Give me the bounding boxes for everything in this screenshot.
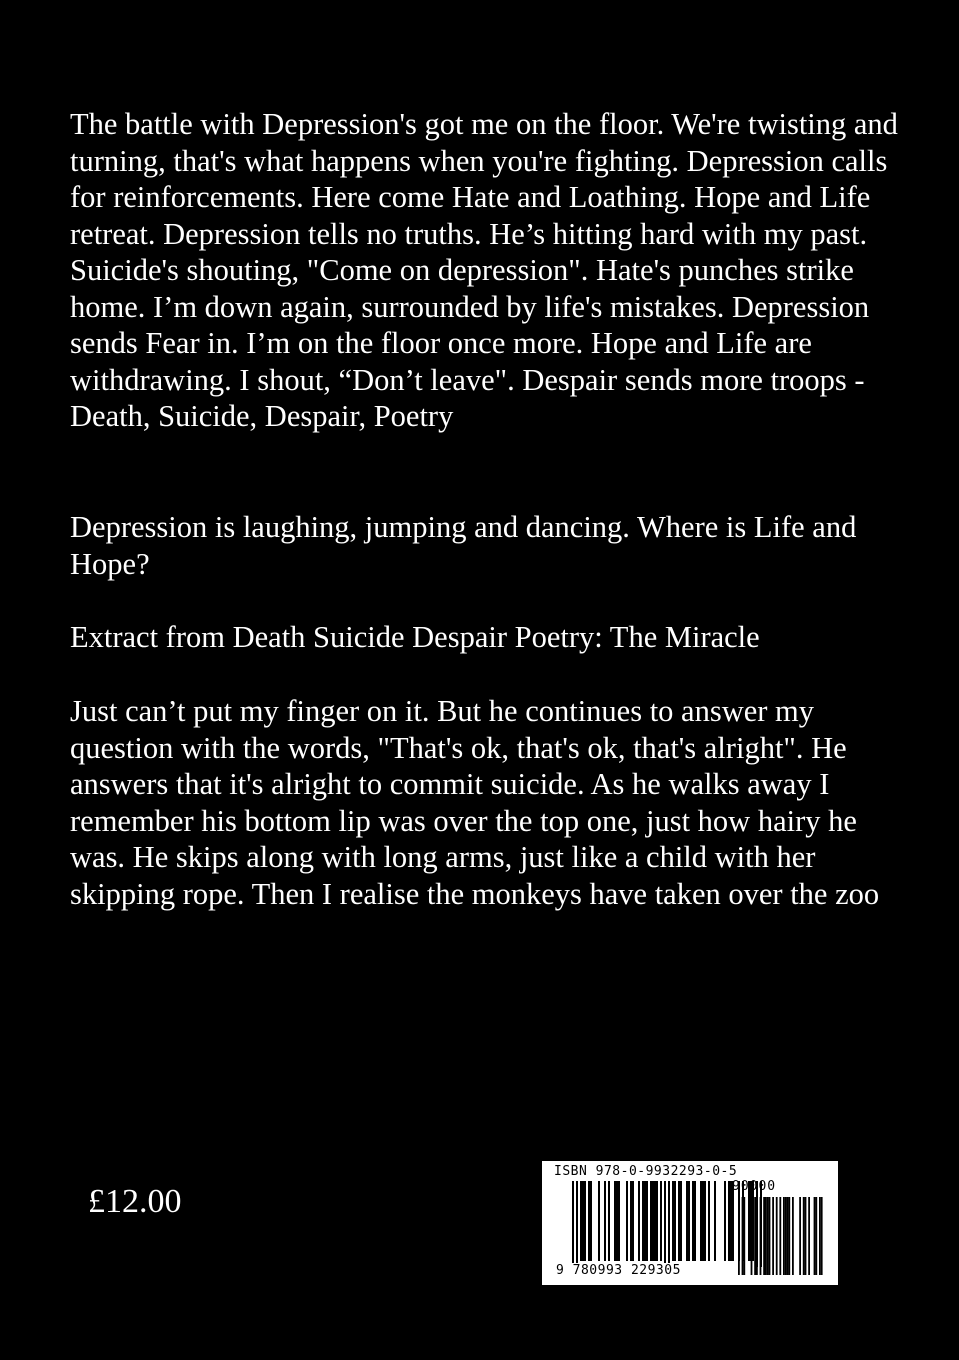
addon-bar — [819, 1197, 821, 1275]
barcode-bar — [724, 1181, 726, 1261]
isbn-barcode — [542, 1161, 838, 1285]
addon-bar — [742, 1197, 744, 1275]
barcode-bar — [664, 1181, 666, 1267]
barcode-bar — [678, 1181, 680, 1261]
barcode-bar — [694, 1181, 696, 1261]
addon-bar — [776, 1197, 778, 1275]
barcode-ean-digits: 9 780993 229305 — [556, 1263, 681, 1278]
barcode-bar — [680, 1181, 682, 1261]
barcode-bar — [604, 1181, 606, 1261]
barcode-bar — [652, 1181, 654, 1261]
barcode-bar — [728, 1181, 730, 1261]
barcode-bar — [584, 1181, 586, 1261]
addon-bar — [763, 1197, 765, 1275]
isbn-label: ISBN 978-0-9932293-0-5 — [554, 1164, 738, 1179]
barcode-bar — [638, 1181, 640, 1261]
extract-caption: Extract from Death Suicide Despair Poetry: The Miracle — [70, 620, 760, 654]
barcode-bar — [614, 1181, 616, 1261]
addon-bar — [815, 1197, 817, 1275]
barcode-bar — [582, 1181, 584, 1261]
addon-bar — [760, 1197, 762, 1275]
barcode-bar — [642, 1181, 644, 1261]
barcode-bar — [700, 1181, 702, 1261]
addon-bar — [814, 1197, 816, 1275]
addon-bar — [772, 1197, 774, 1275]
addon-bar — [756, 1197, 758, 1275]
barcode-bar — [686, 1181, 688, 1261]
barcode-bar — [714, 1181, 716, 1261]
barcode-bar — [590, 1181, 592, 1261]
barcode-bar — [580, 1181, 582, 1261]
barcode-bar — [598, 1181, 600, 1261]
barcode-addon-digits: 90000 — [732, 1179, 777, 1194]
addon-bar — [738, 1197, 740, 1275]
barcode-bar — [644, 1181, 646, 1261]
barcode-bar — [668, 1181, 670, 1267]
barcode-bar — [702, 1181, 704, 1261]
addon-bar — [788, 1197, 790, 1275]
addon-bar — [754, 1197, 756, 1275]
addon-bar — [767, 1197, 769, 1275]
addon-bar — [787, 1197, 789, 1275]
barcode-bar — [626, 1181, 628, 1261]
barcode-bar — [660, 1181, 662, 1261]
barcode-bar — [656, 1181, 658, 1261]
barcode-bar — [674, 1181, 676, 1261]
barcode-bar — [654, 1181, 656, 1261]
addon-bar — [769, 1197, 771, 1275]
price-label: £12.00 — [88, 1183, 182, 1220]
addon-bar — [783, 1197, 785, 1275]
addon-bar — [785, 1197, 787, 1275]
blurb-paragraph-3: Just can’t put my finger on it. But he continues to answer my question with the words, "That's ok, that's ok, that's alright". He answers that it's alright to commit suicide. As he walks away I remember his bottom lip was over the top one, just how hairy he was. He skips along with long arms, just like a child with her skipping rope. Then I realise the monkeys have taken over the zoo — [70, 694, 880, 911]
addon-bar — [743, 1197, 745, 1275]
addon-bar — [808, 1197, 810, 1275]
barcode-bar — [588, 1181, 590, 1261]
barcode-bar — [650, 1181, 652, 1261]
barcode-bar — [616, 1181, 618, 1261]
blurb-paragraph-1: The battle with Depression's got me on the floor. We're twisting and turning, that's what happens when you're fighting. Depression calls for reinforcements. Here come Hate and Loathing. Hope and Life retreat. Depression tells no truths. He’s hitting hard with my past. Suicide's shouting, "Come on depression". Hate's punches strike home. I’m down again, surrounded by life's mistakes. Depression sends Fear in. I’m on the floor once more. Hope and Life are withdrawing. I shout, “Don’t leave". Despair sends more troops - Death, Suicide, Despair, Poetry — [70, 107, 898, 433]
barcode-bar — [672, 1181, 674, 1261]
barcode-bar — [708, 1181, 710, 1261]
addon-bar — [751, 1197, 753, 1275]
addon-bar — [821, 1197, 823, 1275]
barcode-bar — [704, 1181, 706, 1261]
addon-bar — [765, 1197, 767, 1275]
barcode-bar — [646, 1181, 648, 1261]
blurb-paragraph-2: Depression is laughing, jumping and dancing. Where is Life and Hope? — [70, 510, 857, 581]
barcode-bar — [632, 1181, 634, 1261]
barcode-bar — [608, 1181, 610, 1261]
barcode-bar — [630, 1181, 632, 1261]
barcode-bar — [688, 1181, 690, 1261]
addon-bar — [805, 1197, 807, 1275]
addon-bar — [799, 1197, 801, 1275]
barcode-bar — [618, 1181, 620, 1261]
barcode-bar — [692, 1181, 694, 1261]
addon-bar — [803, 1197, 805, 1275]
addon-bar — [779, 1197, 781, 1275]
barcode-bar — [576, 1181, 578, 1267]
barcode-bar — [572, 1181, 574, 1267]
addon-bar — [792, 1197, 794, 1275]
